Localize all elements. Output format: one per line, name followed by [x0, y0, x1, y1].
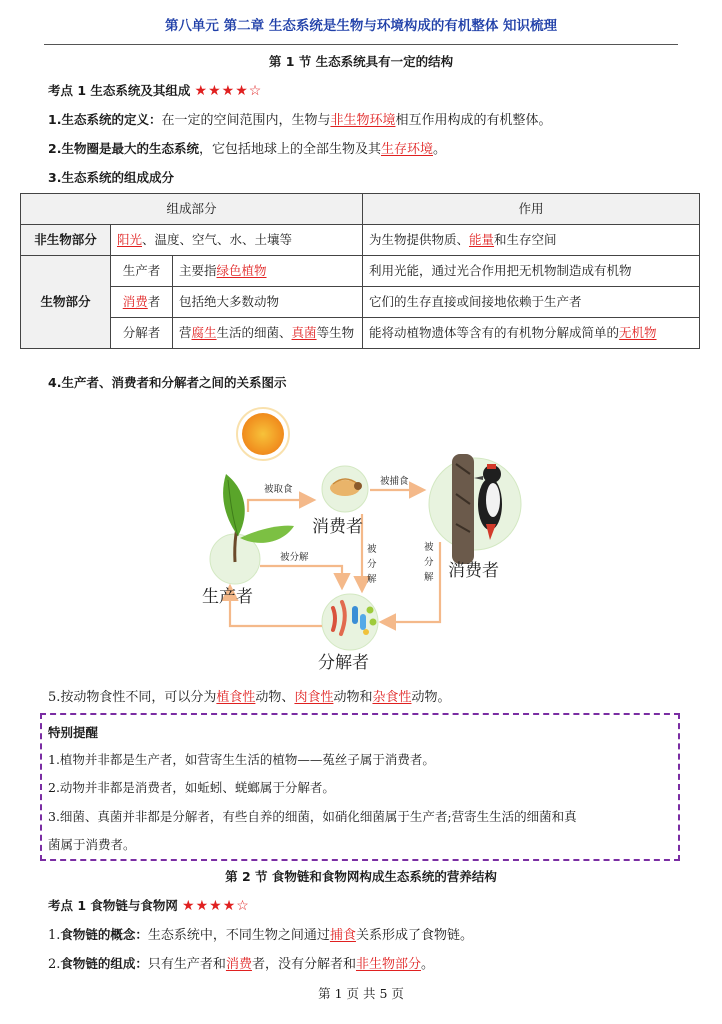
components-table — [20, 193, 700, 349]
kaodian1 — [48, 81, 682, 102]
cell-text: 营 — [179, 325, 192, 340]
table-row — [21, 318, 700, 349]
table-row — [21, 287, 700, 318]
kaodian2-label: 考点 1 食物链与食物网 — [48, 898, 178, 913]
para-head: 3.生态系统的组成成分 — [48, 170, 174, 185]
label-decompose-c1-1: 被 — [367, 544, 377, 555]
blank-answer: 杂食性 — [372, 690, 412, 705]
cell-text: 等生物 — [316, 325, 355, 340]
label-decompose-c2-1: 被 — [424, 542, 434, 553]
sun-icon — [237, 408, 289, 460]
ecosystem-diagram — [190, 404, 530, 680]
page-footer: 第 1 页 共 5 页 — [318, 986, 404, 1001]
blank-answer: 非生物环境 — [330, 113, 396, 128]
table-cell: 生产者 — [111, 256, 173, 287]
blank-answer: 能量 — [469, 232, 495, 247]
kaodian2-stars: ★★★★☆ — [182, 898, 250, 914]
special-reminder-box — [40, 713, 680, 861]
label-producer: 生产者 — [202, 587, 253, 607]
cell-text: 、温度、空气、水、土壤等 — [142, 232, 293, 247]
para-head: 食物链的概念： — [60, 927, 148, 942]
table-header-comp: 组成部分 — [21, 194, 363, 225]
blank-answer: 非生物部分 — [355, 957, 421, 972]
consumer2-circle — [429, 458, 521, 550]
cell-text: 生活的细菌、 — [216, 325, 292, 340]
label-eat2: 被捕食 — [380, 476, 409, 487]
table-cell — [111, 225, 363, 256]
section1-title: 第 1 节 生态系统具有一定的结构 — [268, 54, 454, 69]
para-head: 4.生产者、消费者和分解者之间的关系图示 — [48, 375, 287, 390]
para-food-chain-concept — [48, 925, 682, 946]
blank-answer: 肉食性 — [294, 690, 334, 705]
table-group-biotic: 生物部分 — [21, 256, 111, 349]
para-text: 相互作用构成的有机整体。 — [395, 113, 552, 128]
table-cell — [111, 287, 173, 318]
label-consumer1: 消费者 — [312, 517, 363, 537]
kaodian2 — [48, 896, 682, 917]
blank-answer: 消费 — [122, 294, 148, 309]
arrow-decompose-producer — [260, 566, 342, 586]
para-text: 。 — [432, 142, 446, 157]
para-text: 只有生产者和 — [147, 957, 226, 972]
para-head: 食物链的组成： — [60, 956, 148, 971]
table-cell: 包括绝大多数动物 — [173, 287, 363, 318]
label-consumer2: 消费者 — [448, 561, 499, 581]
para-text: ，它包括地球上的全部生物及其 — [198, 142, 381, 157]
para-food-chain-composition — [48, 954, 682, 975]
para-biosphere — [48, 139, 682, 160]
para-head: 2.生物圈是最大的生态系统 — [48, 141, 199, 156]
label-decompose-c2-3: 解 — [424, 572, 434, 583]
tip-item: 2.动物并非都是消费者，如蚯蚓、蜣螂属于分解者。 — [48, 780, 335, 795]
para-text: 动物。 — [411, 690, 451, 705]
arrow-eat1 — [248, 500, 312, 512]
blank-answer: 绿色植物 — [216, 263, 267, 278]
table-cell: 分解者 — [111, 318, 173, 349]
para-text: 动物和 — [333, 690, 373, 705]
table-row — [21, 256, 700, 287]
blank-answer: 植食性 — [216, 690, 256, 705]
label-decompose-c1-2: 分 — [367, 559, 377, 570]
blank-answer: 捕食 — [329, 928, 356, 943]
table-header-row — [21, 194, 700, 225]
para-text: 生态系统中，不同生物之间通过 — [147, 928, 330, 943]
page-header: 第八单元 第二章 生态系统是生物与环境构成的有机整体 知识梳理 — [44, 14, 678, 45]
cell-text: 和生存空间 — [494, 232, 557, 247]
para-text: 5.按动物食性不同，可以分为 — [48, 690, 217, 705]
table-cell — [173, 256, 363, 287]
blank-answer: 阳光 — [117, 232, 143, 247]
cell-text: 为生物提供物质、 — [369, 232, 470, 247]
table-cell: 它们的生存直接或间接地依赖于生产者 — [363, 287, 700, 318]
blank-answer: 消费 — [225, 957, 252, 972]
para-text: 。 — [420, 957, 434, 972]
para-text: 1. — [48, 928, 61, 943]
para-components — [48, 168, 682, 189]
para-text: 在一定的空间范围内，生物与 — [161, 113, 331, 128]
tip-item: 3.细菌、真菌并非都是分解者，有些自养的细菌，如硝化细菌属于生产者;营寄生生活的细菌和真 — [48, 809, 577, 824]
table-cell — [363, 225, 700, 256]
table-group-abiotic: 非生物部分 — [21, 225, 111, 256]
para-relationship — [48, 373, 682, 394]
label-decompose-c1-3: 解 — [367, 574, 377, 585]
cell-text: 能将动植物遗体等含有的有机物分解成简单的 — [369, 325, 620, 340]
tip-item: 菌属于消费者。 — [48, 837, 136, 852]
label-decomposer: 分解者 — [318, 653, 369, 673]
tip-item: 1.植物并非都是生产者，如营寄生生活的植物——菟丝子属于消费者。 — [48, 752, 435, 767]
cell-text: 者 — [147, 294, 161, 309]
para-text: 动物、 — [255, 690, 295, 705]
para-text: 者，没有分解者和 — [251, 957, 356, 972]
section2-title: 第 2 节 食物链和食物网构成生态系统的营养结构 — [225, 869, 497, 884]
blank-answer: 生存环境 — [380, 142, 433, 157]
table-cell: 利用光能，通过光合作用把无机物制造成有机物 — [363, 256, 700, 287]
table-row — [21, 225, 700, 256]
table-cell — [363, 318, 700, 349]
tip-title: 特别提醒 — [48, 725, 99, 740]
label-decompose-producer: 被分解 — [280, 552, 309, 563]
para-head: 1.生态系统的定义： — [48, 112, 162, 127]
blank-answer: 无机物 — [619, 325, 657, 340]
label-decompose-c2-2: 分 — [424, 557, 434, 568]
kaodian1-stars: ★★★★☆ — [194, 83, 263, 99]
table-cell — [173, 318, 363, 349]
table-header-role: 作用 — [363, 194, 700, 225]
blank-answer: 真菌 — [291, 325, 317, 340]
cell-text: 主要指 — [179, 263, 217, 278]
para-definition — [48, 110, 682, 131]
para-diet — [48, 688, 682, 708]
kaodian1-label: 考点 1 生态系统及其组成 — [48, 83, 191, 98]
para-text: 2. — [48, 957, 61, 972]
label-eat1: 被取食 — [264, 484, 293, 495]
para-text: 关系形成了食物链。 — [355, 928, 473, 943]
blank-answer: 腐生 — [191, 325, 217, 340]
